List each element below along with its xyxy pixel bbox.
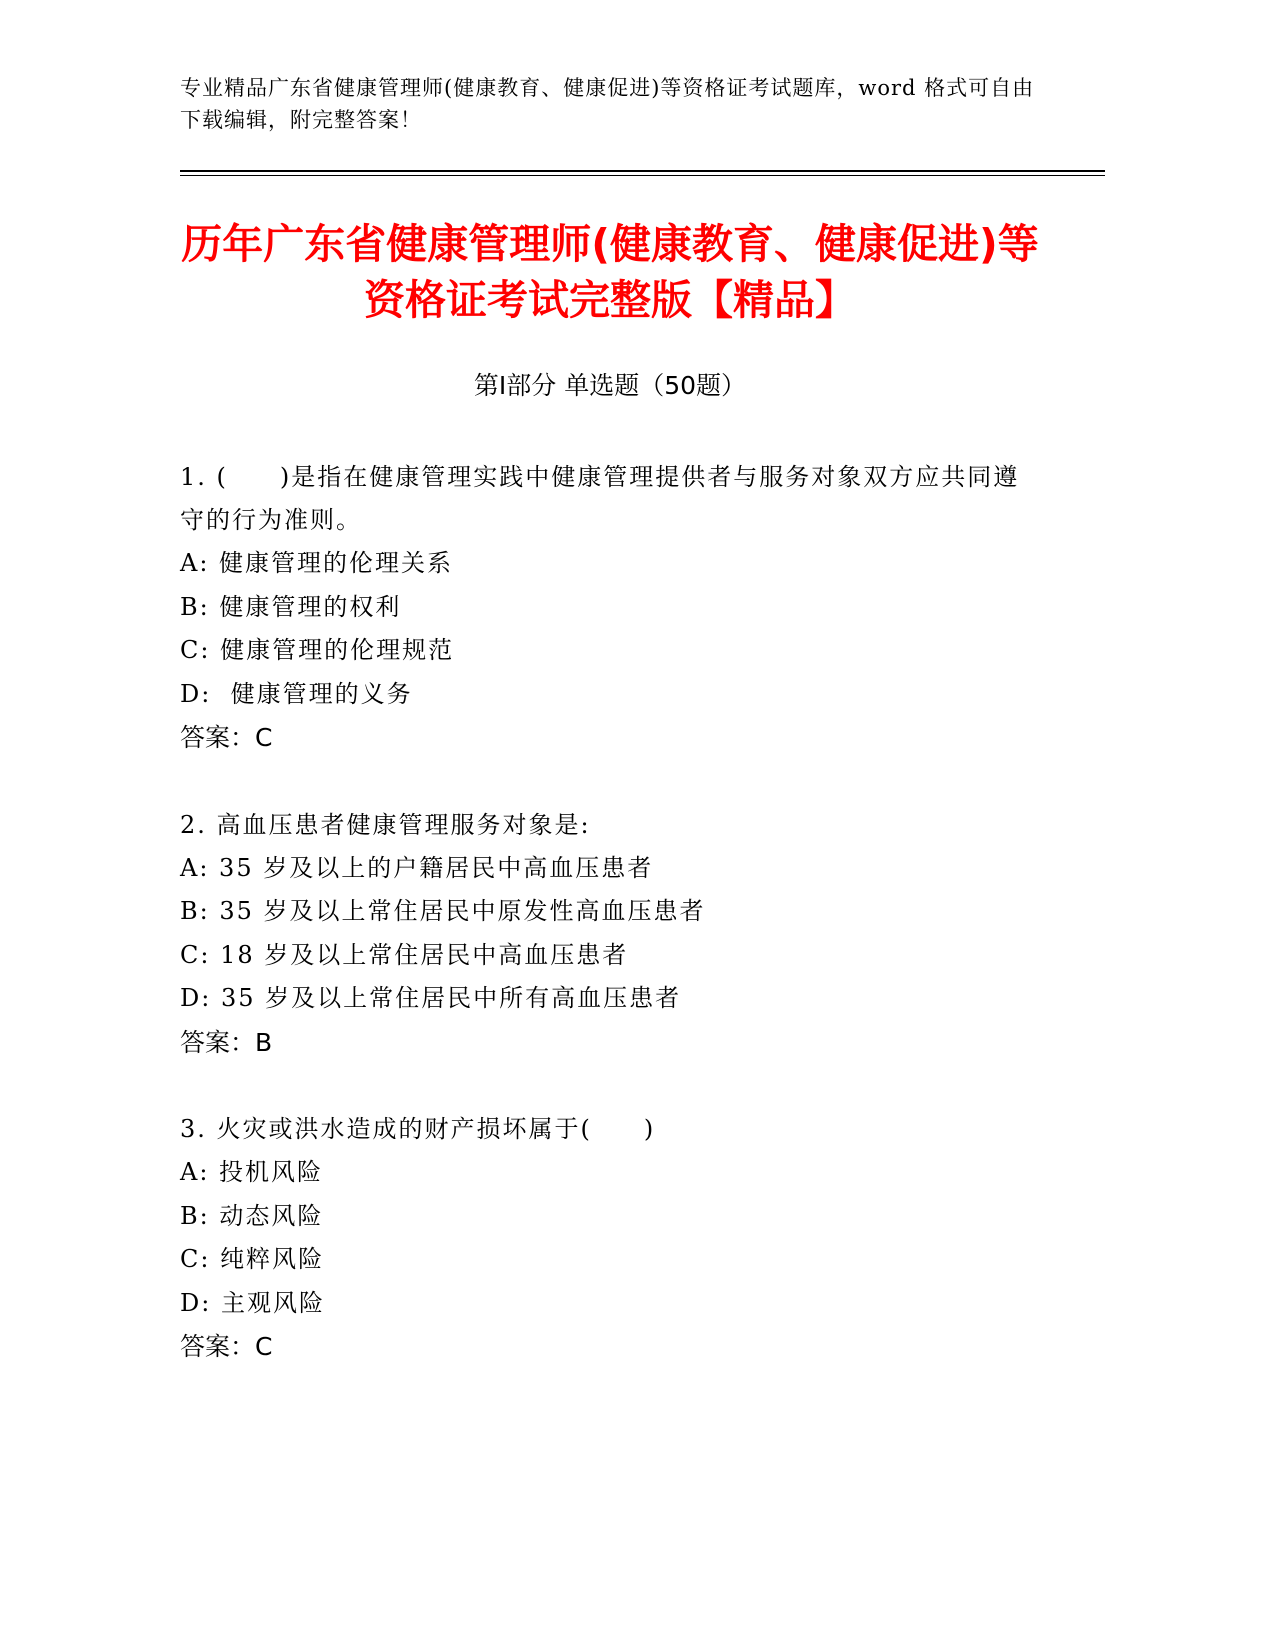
question-stem: 1. ( )是指在健康管理实践中健康管理提供者与服务对象双方应共同遵守的行为准则。 bbox=[180, 463, 1020, 534]
option-d: D: 主观风险 bbox=[180, 1288, 325, 1317]
answer-line: 答案：B bbox=[180, 1027, 273, 1057]
document-title: 历年广东省健康管理师(健康教育、健康促进)等资格证考试完整版【精品】 bbox=[181, 220, 1039, 324]
header-divider-thick bbox=[180, 170, 1105, 172]
option-d: D: 35 岁及以上常住居民中所有高血压患者 bbox=[180, 984, 682, 1012]
option-b: B: 健康管理的权利 bbox=[180, 592, 402, 621]
question-list bbox=[180, 456, 1040, 1413]
question-item-2 bbox=[180, 804, 1040, 1065]
question-stem: 3. 火灾或洪水造成的财产损坏属于( ) bbox=[180, 1115, 656, 1143]
option-c: C: 健康管理的伦理规范 bbox=[180, 636, 455, 664]
question-item-1 bbox=[180, 456, 1040, 760]
option-b: B: 35 岁及以上常住居民中原发性高血压患者 bbox=[180, 897, 706, 925]
option-c: C: 18 岁及以上常住居民中高血压患者 bbox=[180, 940, 629, 969]
header-divider-thin bbox=[180, 175, 1105, 176]
option-a: A: 35 岁及以上的户籍居民中高血压患者 bbox=[180, 853, 654, 882]
option-a: A: 健康管理的伦理关系 bbox=[180, 549, 454, 577]
section-heading: 第Ⅰ部分 单选题（50题） bbox=[473, 371, 747, 400]
answer-line: 答案：C bbox=[180, 723, 273, 752]
option-a: A: 投机风险 bbox=[180, 1158, 324, 1186]
question-stem: 2. 高血压患者健康管理服务对象是: bbox=[180, 810, 591, 839]
question-item-3 bbox=[180, 1108, 1040, 1369]
option-b: B: 动态风险 bbox=[180, 1201, 324, 1230]
answer-line: 答案：C bbox=[180, 1332, 273, 1361]
option-c: C: 纯粹风险 bbox=[180, 1245, 325, 1273]
header-note: 专业精品广东省健康管理师(健康教育、健康促进)等资格证考试题库，word 格式可自由下载编辑，附完整答案！ bbox=[180, 76, 1035, 132]
option-d: D: 健康管理的义务 bbox=[180, 679, 413, 708]
